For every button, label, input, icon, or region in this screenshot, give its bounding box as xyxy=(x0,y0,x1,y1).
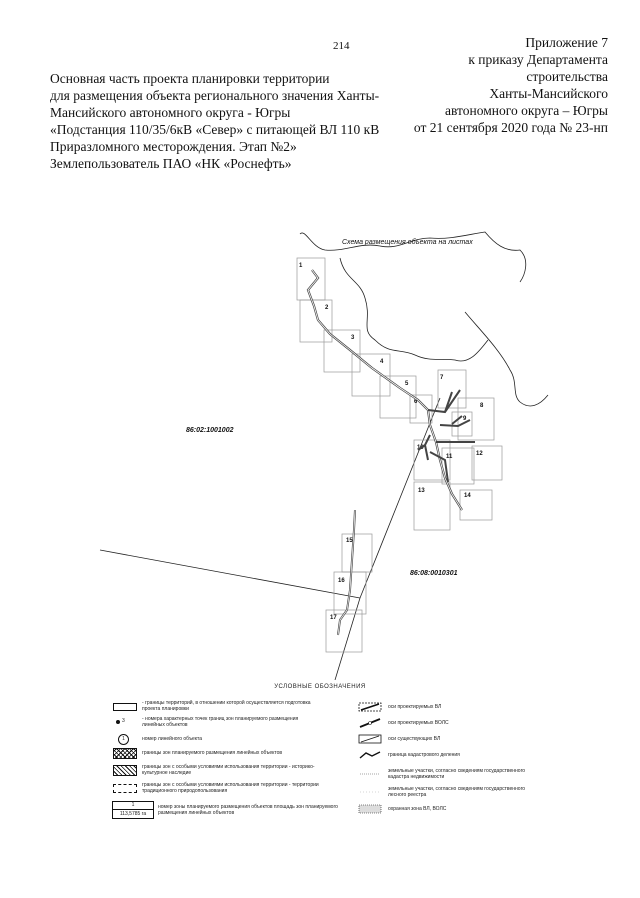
hatch-icon xyxy=(112,765,138,775)
legend-title: УСЛОВНЫЕ ОБОЗНАЧЕНИЯ xyxy=(274,684,366,690)
legend xyxy=(100,680,540,830)
legend-item xyxy=(112,734,202,744)
legend-text: оси существующих ВЛ xyxy=(388,736,441,742)
sheet-number: 12 xyxy=(476,451,483,457)
legend-item xyxy=(358,734,440,744)
river-line xyxy=(340,258,488,361)
legend-text: земельные участки, согласно сведениям государственного кадастра недвижимости xyxy=(388,768,526,780)
legend-text: оси проектируемых ВЛ xyxy=(388,704,442,710)
legend-item xyxy=(358,750,460,760)
title-line: Основная часть проекта планировки территории xyxy=(50,71,330,86)
legend-text: номер линейного объекта xyxy=(142,736,203,742)
point-icon xyxy=(112,717,138,727)
appendix-line: строительства xyxy=(526,69,608,84)
sheet-number: 8 xyxy=(480,403,484,409)
land-plot-forest-icon xyxy=(358,787,384,797)
appendix-line: Приложение 7 xyxy=(525,35,608,50)
legend-text: земельные участки, согласно сведениям государственного лесного реестра xyxy=(388,786,526,798)
legend-text: охранная зона ВЛ, ВОЛС xyxy=(388,806,447,812)
planned-vl-icon xyxy=(358,702,384,712)
sheet-number: 15 xyxy=(346,538,353,544)
sheet-number: 7 xyxy=(440,375,444,381)
document-title xyxy=(50,70,390,172)
title-line: Мансийского автономного округа - Югры xyxy=(50,105,291,120)
planned-route-south xyxy=(338,510,355,635)
sheet-frame xyxy=(380,376,416,418)
sheet-number: 14 xyxy=(464,493,471,499)
land-plot-icon xyxy=(358,769,384,779)
parcel-label-east: 86:08:0010301 xyxy=(410,570,458,577)
dashed-rect-icon xyxy=(112,783,138,793)
sheet-frame xyxy=(352,354,390,396)
legend-item xyxy=(358,702,441,712)
sheet-number: 6 xyxy=(414,399,418,405)
point-number: 3 xyxy=(122,718,125,724)
appendix-line: Ханты-Мансийского xyxy=(489,86,608,101)
legend-item xyxy=(112,716,322,728)
sheet-frames xyxy=(297,258,502,652)
sheet-number: 11 xyxy=(446,454,453,460)
sheet-layout-map xyxy=(0,220,640,680)
sheet-number: 4 xyxy=(380,359,384,365)
sheet-number: 13 xyxy=(418,488,425,494)
legend-text: - границы территорий, в отношении которой осуществляется подготовка проекта планировки xyxy=(142,700,311,712)
legend-text: граница кадастрового деления xyxy=(388,752,460,758)
legend-text: границы зон с особыми условиями использования территории - территории традиционного природопользования xyxy=(142,782,319,794)
existing-vl-icon xyxy=(358,734,384,744)
zone-number: 1 xyxy=(113,802,153,810)
legend-text: границы зон с особыми условиями использования территории - историко-культурное наследие xyxy=(142,764,315,776)
circle-number: 1 xyxy=(118,734,129,745)
legend-item xyxy=(112,700,322,712)
parcel-label-west: 86:02:1001002 xyxy=(186,427,234,434)
sheet-number: 3 xyxy=(351,335,355,341)
legend-item xyxy=(112,804,338,816)
legend-text: номер зоны планируемого размещения объектов площадь зон планируемого размещения линейных объектов xyxy=(158,804,338,816)
title-line: Приразломного месторождения. Этап №2» xyxy=(50,139,297,154)
legend-item xyxy=(358,786,540,798)
planned-route-line xyxy=(308,270,462,510)
protection-zone-icon xyxy=(358,804,384,814)
planned-route-south xyxy=(338,510,355,635)
appendix-line: автономного округа – Югры xyxy=(445,103,608,118)
scheme-label: Схема размещения объекта на листах xyxy=(342,239,473,246)
circle-number-icon xyxy=(112,734,138,744)
sheet-number: 17 xyxy=(330,615,337,621)
sheet-number: 2 xyxy=(325,305,329,311)
appendix-line: к приказу Департамента xyxy=(468,52,608,67)
legend-item xyxy=(358,718,449,728)
sheet-number: 9 xyxy=(463,416,467,422)
cadastral-line-icon xyxy=(358,750,384,760)
sheet-number: 1 xyxy=(299,263,303,269)
legend-item xyxy=(358,804,446,814)
sheet-frame xyxy=(324,330,360,372)
legend-item xyxy=(358,768,540,780)
boundary-rect-icon xyxy=(112,701,138,711)
title-line: Землепользователь ПАО «НК «Роснефть» xyxy=(50,156,292,171)
sheet-number: 5 xyxy=(405,381,409,387)
cadastral-line xyxy=(100,550,360,598)
legend-text: границы зон планируемого размещения линейных объектов xyxy=(142,750,283,756)
appendix-line: от 21 сентября 2020 года № 23-нп xyxy=(413,120,608,135)
legend-item xyxy=(112,782,322,794)
title-line: «Подстанция 110/35/6кВ «Север» с питающей ВЛ 110 кВ xyxy=(50,122,380,137)
planned-route-line xyxy=(308,270,462,510)
page-number: 214 xyxy=(333,40,350,52)
legend-item xyxy=(112,748,282,758)
river-line xyxy=(465,312,548,406)
legend-text: оси проектируемых ВОЛС xyxy=(388,720,449,726)
sheet-number: 10 xyxy=(417,445,424,451)
legend-text: - номера характерных точек границ зон планируемого размещения линейных объектов xyxy=(142,716,299,728)
zone-box-icon xyxy=(112,802,154,817)
crosshatch-icon xyxy=(112,748,138,758)
sheet-number: 16 xyxy=(338,578,345,584)
planned-vols-icon xyxy=(358,718,384,728)
zone-area: 113,5785 га xyxy=(119,811,147,817)
legend-item xyxy=(112,764,322,776)
title-line: для размещения объекта регионального значения Ханты- xyxy=(50,88,380,103)
